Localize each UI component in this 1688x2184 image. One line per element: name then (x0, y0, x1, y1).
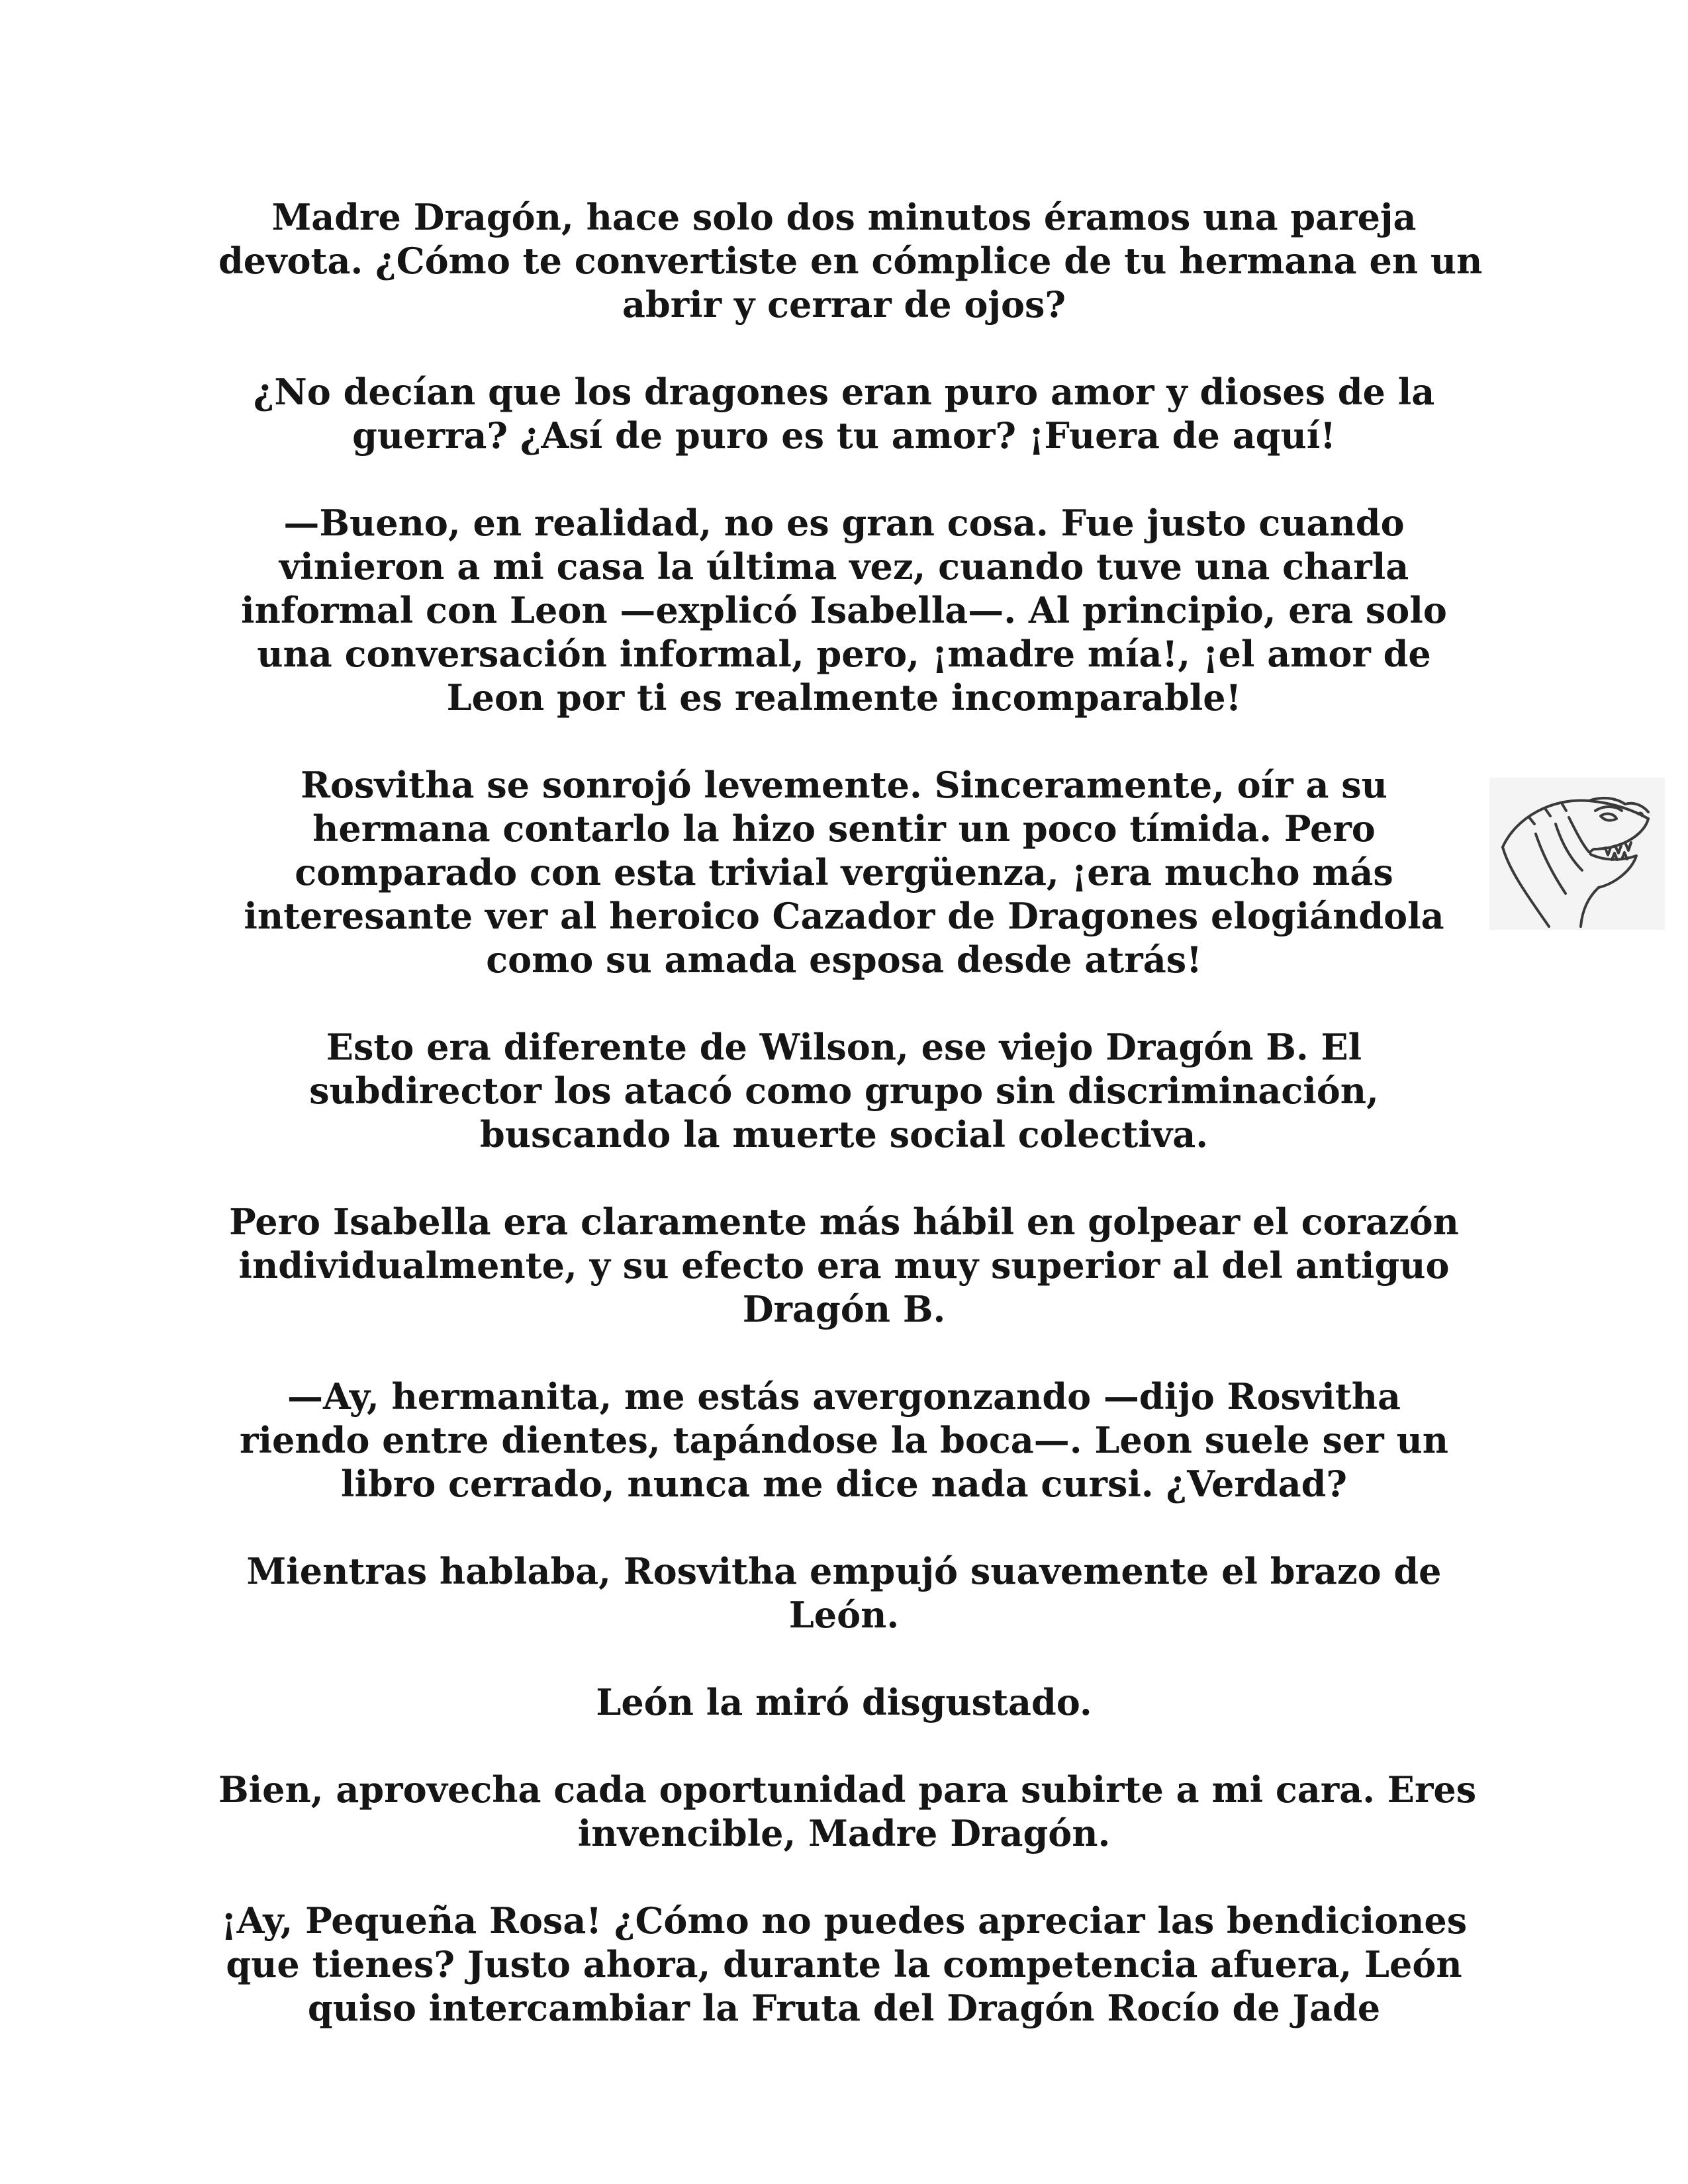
paragraph (218, 370, 1470, 457)
paragraph (218, 1768, 1477, 1855)
text-line: una conversación informal, pero, ¡madre mía!, ¡el amor de (257, 633, 1431, 675)
body-text (218, 195, 1483, 2073)
text-line: ¿No decían que los dragones eran puro amor y dioses de la (253, 371, 1435, 413)
text-line: invencible, Madre Dragón. (577, 1812, 1111, 1854)
paragraph (218, 1375, 1470, 1506)
text-line: Madre Dragón, hace solo dos minutos éramos una pareja (271, 196, 1417, 238)
text-line: León. (788, 1594, 900, 1636)
paragraph (218, 1200, 1470, 1331)
text-line: Leon por ti es realmente incomparable! (446, 676, 1242, 719)
text-line: León la miró disgustado. (596, 1681, 1092, 1723)
text-line: Pero Isabella era claramente más hábil en golpear el corazón (229, 1201, 1459, 1243)
text-line: informal con Leon —explicó Isabella—. Al principio, era solo (241, 589, 1447, 631)
text-line: abrir y cerrar de ojos? (622, 283, 1066, 326)
text-line: buscando la muerte social colectiva. (479, 1113, 1209, 1156)
text-line: —Bueno, en realidad, no es gran cosa. Fue justo cuando (283, 502, 1405, 544)
text-line: quiso intercambiar la Fruta del Dragón Rocío de Jade (307, 1987, 1381, 2029)
text-line: Bien, aprovecha cada oportunidad para subirte a mi cara. Eres (218, 1768, 1477, 1811)
text-line: devota. ¿Cómo te convertiste en cómplice de tu hermana en un (218, 240, 1483, 282)
paragraph (218, 1549, 1470, 1637)
text-line: interesante ver al heroico Cazador de Dragones elogiándola (244, 895, 1444, 937)
paragraph (218, 195, 1483, 326)
text-line: guerra? ¿Así de puro es tu amor? ¡Fuera de aquí! (352, 414, 1336, 457)
paragraph (218, 763, 1470, 981)
paragraph (218, 1899, 1470, 2030)
dragon-head-sketch-icon (1489, 778, 1665, 930)
text-line: Rosvitha se sonrojó levemente. Sinceramente, oír a su (301, 764, 1387, 806)
text-line: como su amada esposa desde atrás! (486, 938, 1202, 981)
paragraph (218, 1025, 1470, 1156)
paragraph (218, 1680, 1470, 1724)
text-line: libro cerrado, nunca me dice nada cursi. ¿Verdad? (340, 1463, 1348, 1505)
text-line: vinieron a mi casa la última vez, cuando tuve una charla (279, 545, 1409, 588)
text-line: ¡Ay, Pequeña Rosa! ¿Cómo no puedes apreciar las bendiciones (220, 1899, 1468, 1942)
text-line: subdirector los atacó como grupo sin discriminación, (309, 1069, 1379, 1112)
text-line: Mientras hablaba, Rosvitha empujó suavemente el brazo de (246, 1550, 1442, 1592)
text-line: Esto era diferente de Wilson, ese viejo Dragón B. El (326, 1026, 1362, 1068)
text-line: comparado con esta trivial vergüenza, ¡era mucho más (295, 851, 1393, 893)
text-line: —Ay, hermanita, me estás avergonzando —dijo Rosvitha (287, 1375, 1401, 1418)
paragraph (218, 501, 1470, 719)
text-line: riendo entre dientes, tapándose la boca—. Leon suele ser un (240, 1419, 1448, 1461)
text-line: hermana contarlo la hizo sentir un poco tímida. Pero (312, 807, 1376, 850)
text-line: Dragón B. (742, 1288, 946, 1330)
text-line: individualmente, y su efecto era muy superior al del antiguo (238, 1244, 1450, 1287)
text-line: que tienes? Justo ahora, durante la competencia afuera, León (226, 1943, 1462, 1985)
